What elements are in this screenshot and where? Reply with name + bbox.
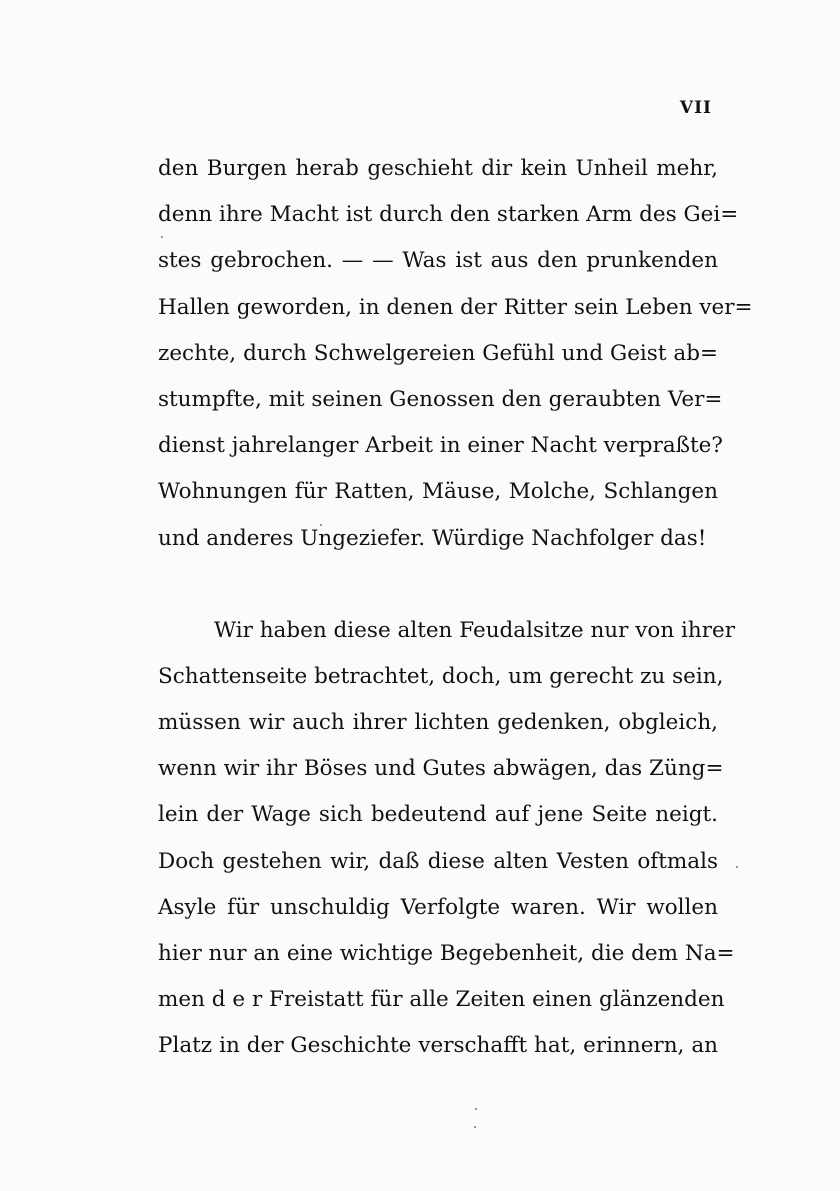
text-line: wenn wir ihr Böses und Gutes abwägen, das Züng= <box>158 756 724 782</box>
scan-speck <box>475 1108 477 1110</box>
text-line: dienst jahrelanger Arbeit in einer Nacht verpraßte? <box>158 433 723 459</box>
text-line: den Burgen herab geschieht dir kein Unheil mehr, <box>158 156 718 181</box>
text-line: men d e r Freistatt für alle Zeiten einen glänzenden <box>158 987 725 1013</box>
body-text <box>158 146 753 1070</box>
text-line: Doch gestehen wir, daß diese alten Vesten oftmals <box>158 848 718 874</box>
text-line: müssen wir auch ihrer lichten gedenken, obgleich, <box>158 710 718 736</box>
text-line: Wohnungen für Ratten, Mäuse, Molche, Schlangen <box>158 479 718 505</box>
text-line: denn ihre Macht ist durch den starken Arm des Gei= <box>158 202 739 228</box>
text-line: lein der Wage sich bedeutend auf jene Seite neigt. <box>158 802 718 828</box>
text-line: hier nur an eine wichtige Begebenheit, die dem Na= <box>158 941 735 966</box>
scan-speck <box>161 236 163 238</box>
text-line: Schattenseite betrachtet, doch, um gerecht zu sein, <box>158 663 724 689</box>
text-line: und anderes Ungeziefer. Würdige Nachfolger das! <box>158 525 707 551</box>
scan-speck <box>474 1126 476 1128</box>
paragraph <box>158 146 753 562</box>
text-line: stumpfte, mit seinen Genossen den geraubten Ver= <box>158 386 723 412</box>
text-line: Hallen geworden, in denen der Ritter sein Leben ver= <box>158 294 753 320</box>
paragraph-gap <box>158 562 718 608</box>
text-line: zechte, durch Schwelgereien Gefühl und Geist ab= <box>158 340 718 366</box>
text-line: stes gebrochen. — — Was ist aus den prunkenden <box>158 248 718 274</box>
scan-speck <box>320 524 322 526</box>
text-line: Wir haben diese alten Feudalsitze nur von ihrer <box>214 617 736 643</box>
scan-speck <box>736 866 738 868</box>
paragraph <box>158 608 736 1070</box>
text-line: Platz in der Geschichte verschafft hat, erinnern, an <box>158 1033 718 1059</box>
text-line: Asyle für unschuldig Verfolgte waren. Wir wollen <box>158 894 718 920</box>
page-number: VII <box>679 98 712 118</box>
